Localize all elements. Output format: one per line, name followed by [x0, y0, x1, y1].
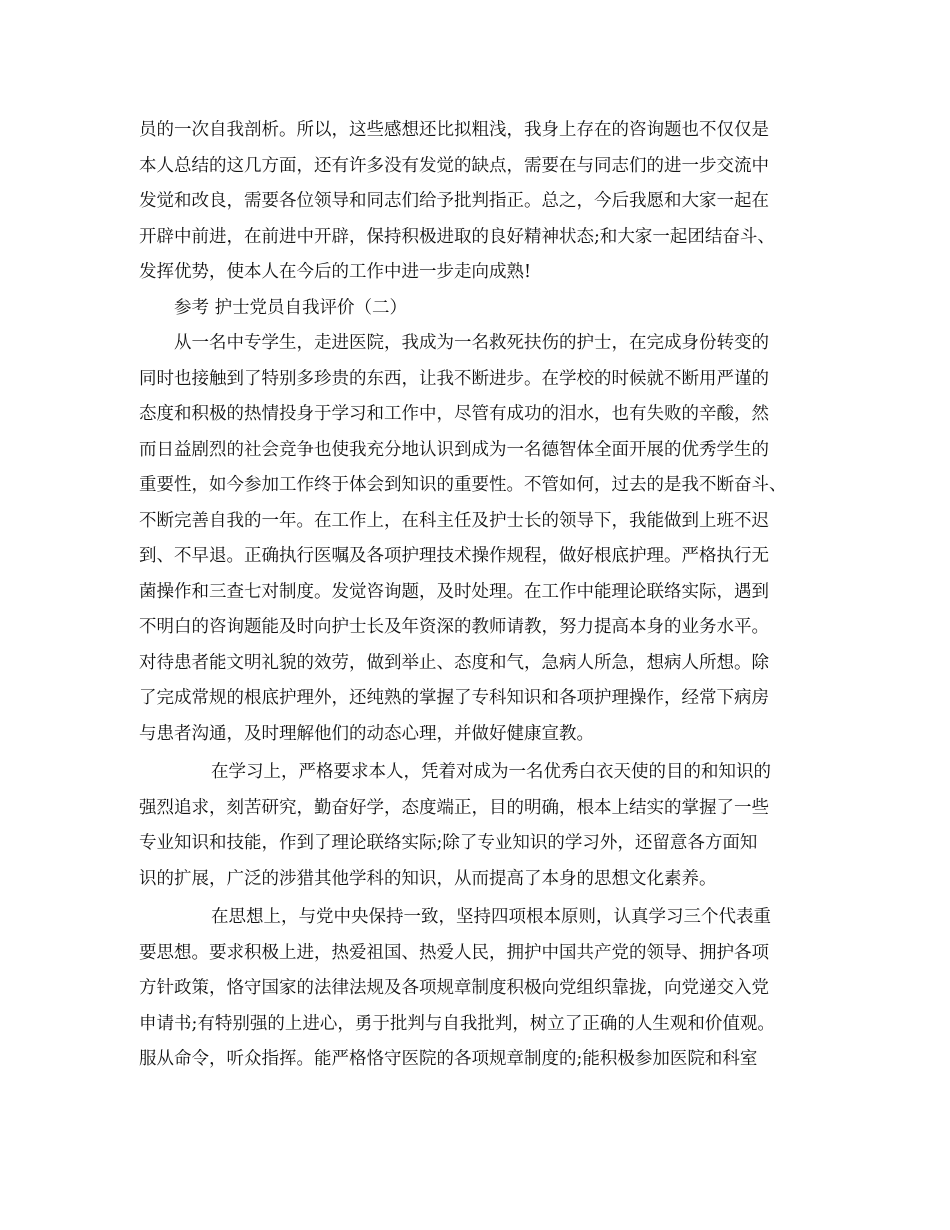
text-line: 服从命令，听众指挥。能严格恪守医院的各项规章制度的;能积极参加医院和科室 — [139, 1049, 758, 1069]
text-line: 而日益剧烈的社会竞争也使我充分地认识到成为一名德智体全面开展的优秀学生的 — [139, 439, 769, 460]
text-line: 从一名中专学生，走进医院，我成为一名救死扶伤的护士，在完成身份转变的 — [174, 333, 769, 353]
text-line: 申请书;有特别强的上进心，勇于批判与自我批判，树立了正确的人生观和价值观。 — [139, 1013, 775, 1034]
text-line: 员的一次自我剖析。所以，这些感想还比拟粗浅，我身上存在的咨询题也不仅仅是 — [139, 120, 769, 140]
text-line: 发觉和改良，需要各位领导和同志们给予批判指正。总之，今后我愿和大家一起在 — [139, 191, 769, 211]
text-line: 重要性，如今参加工作终于体会到知识的重要性。不管如何，过去的是我不断奋斗、 — [139, 475, 787, 495]
text-line: 菌操作和三查七对制度。发觉咨询题，及时处理。在工作中能理论联络实际，遇到 — [139, 581, 769, 602]
text-line: 不断完善自我的一年。在工作上，在科主任及护士长的领导下，我能做到上班不迟 — [139, 510, 769, 531]
text-line: 本人总结的这几方面，还有许多没有发觉的缺点，需要在与同志们的进一步交流中 — [139, 155, 769, 176]
text-line: 到、不早退。正确执行医嘱及各项护理技术操作规程，做好根底护理。严格执行无 — [139, 546, 769, 566]
document-body — [139, 113, 819, 1078]
text-line: 了完成常规的根底护理外，还纯熟的掌握了专科知识和各项护理操作，经常下病房 — [139, 688, 769, 708]
text-line: 不明白的咨询题能及时向护士长及年资深的教师请教，努力提高本身的业务水平。 — [139, 617, 769, 637]
text-line: 与患者沟通，及时理解他们的动态心理，并做好健康宣教。 — [139, 723, 594, 744]
text-line: 对待患者能文明礼貌的效劳，做到举止、态度和气，急病人所急，想病人所想。除 — [139, 652, 769, 673]
text-line: 同时也接触到了特别多珍贵的东西，让我不断进步。在学校的时候就不断用严谨的 — [139, 368, 769, 389]
text-line: 专业知识和技能，作到了理论联络实际;除了专业知识的学习外，还留意各方面知 — [139, 833, 758, 853]
text-line: 识的扩展，广泛的涉猎其他学科的知识，从而提高了本身的思想文化素养。 — [139, 868, 717, 889]
text-line: 开辟中前进，在前进中开辟，保持积极进取的良好精神状态;和大家一起团结奋斗、 — [139, 226, 775, 247]
text-line: 在思想上，与党中央保持一致，坚持四项根本原则，认真学习三个代表重 — [211, 907, 771, 927]
text-line: 要思想。要求积极上进，热爱祖国、热爱人民，拥护中国共产党的领导、拥护各项 — [139, 942, 769, 963]
text-line: 强烈追求，刻苦研究，勤奋好学，态度端正，目的明确，根本上结实的掌握了一些 — [139, 797, 769, 818]
text-line: 在学习上，严格要求本人，凭着对成为一名优秀白衣天使的目的和知识的 — [211, 762, 771, 782]
text-line: 方针政策，恪守国家的法律法规及各项规章制度积极向党组织靠拢，向党递交入党 — [139, 978, 769, 998]
text-line: 态度和积极的热情投身于学习和工作中，尽管有成功的泪水，也有失败的辛酸，然 — [139, 404, 769, 424]
text-line: 发挥优势，使本人在今后的工作中进一步走向成熟! — [139, 262, 532, 282]
section-heading: 参考 护士党员自我评价（二） — [174, 297, 408, 318]
